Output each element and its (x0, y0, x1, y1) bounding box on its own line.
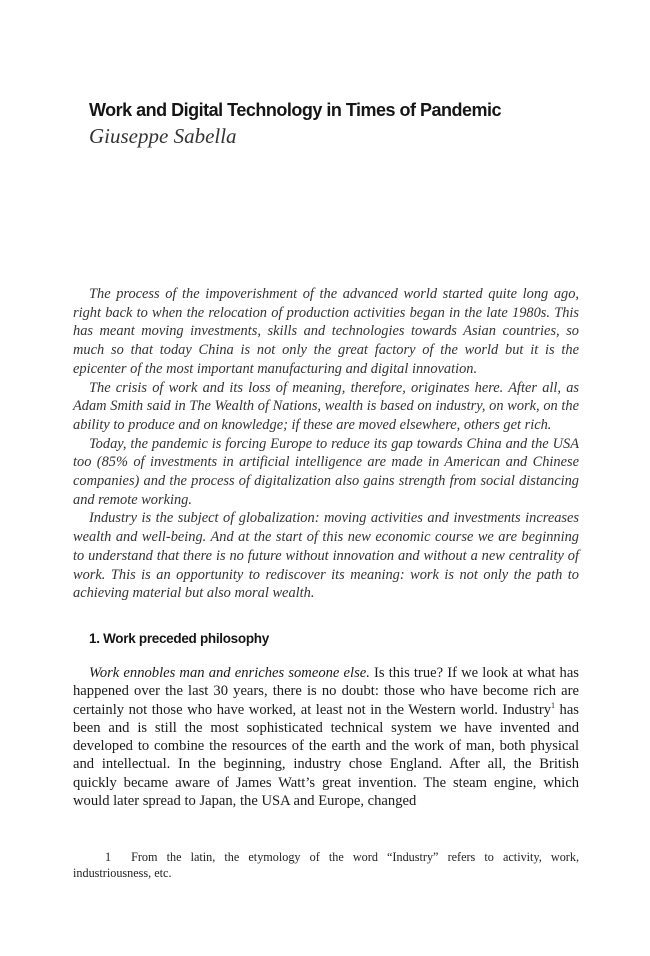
section-heading: 1. Work preceded philosophy (89, 631, 269, 646)
footnote-reference[interactable]: 1 (551, 700, 556, 710)
abstract-paragraph: The crisis of work and its loss of meaning, therefore, originates here. After all, as Adam Smith said in The Wealth of Nations, wealth is based on industry, on work, on the ability to produce and on knowledge; if these are moved elsewhere, others get rich. (73, 379, 579, 433)
footnote-number: 1 (105, 850, 112, 864)
abstract-paragraph: Today, the pandemic is forcing Europe to reduce its gap towards China and the USA too (85% of investments in artificial intelligence are made in American and Chinese companies) and the process of digitalization also gains strength from social distancing and remote working. (73, 435, 579, 508)
author-name: Giuseppe Sabella (89, 124, 237, 148)
section-body (73, 664, 579, 810)
lead-italic-phrase: Work ennobles man and enriches someone else. (89, 665, 370, 681)
body-paragraph (73, 664, 579, 810)
abstract-paragraph: The process of the impoverishment of the advanced world started quite long ago, right back to when the relocation of production activities began in the late 1980s. This has meant moving investments, skills and technologies towards Asian countries, so much so that today China is not only the great factory of the world but it is the epicenter of the most important manufacturing and digital innovation. (73, 286, 579, 377)
footnote (73, 849, 579, 881)
footnote-text: From the latin, the etymology of the word “Industry” refers to activity, work, industriousness, etc. (73, 850, 579, 880)
footnote-entry (73, 849, 579, 881)
abstract (73, 285, 579, 603)
abstract-paragraph: Industry is the subject of globalization: moving activities and investments increases wealth and well-being. And at the start of this new economic course we are beginning to understand that there is no future without innovation and without a new centrality of work. This is an opportunity to rediscover its meaning: work is not only the path to achieving material but also moral wealth. (73, 510, 579, 602)
body-text-part-2: has been and is still the most sophisticated technical system we have invented and developed to combine the resources of the earth and the work of man, both physical and intellectual. In the beginning, industry chose England. After all, the British quickly became aware of James Watt’s great invention. The steam engine, which would later spread to Japan, the USA and Europe, changed (73, 701, 579, 810)
chapter-title: Work and Digital Technology in Times of Pandemic (89, 100, 502, 120)
body-text-part-1: Is this true? If we look at what has happened over the last 30 years, there is no doubt: those who have become rich are certainly not those who have worked, at least not in the Western world. Industry (73, 665, 579, 718)
